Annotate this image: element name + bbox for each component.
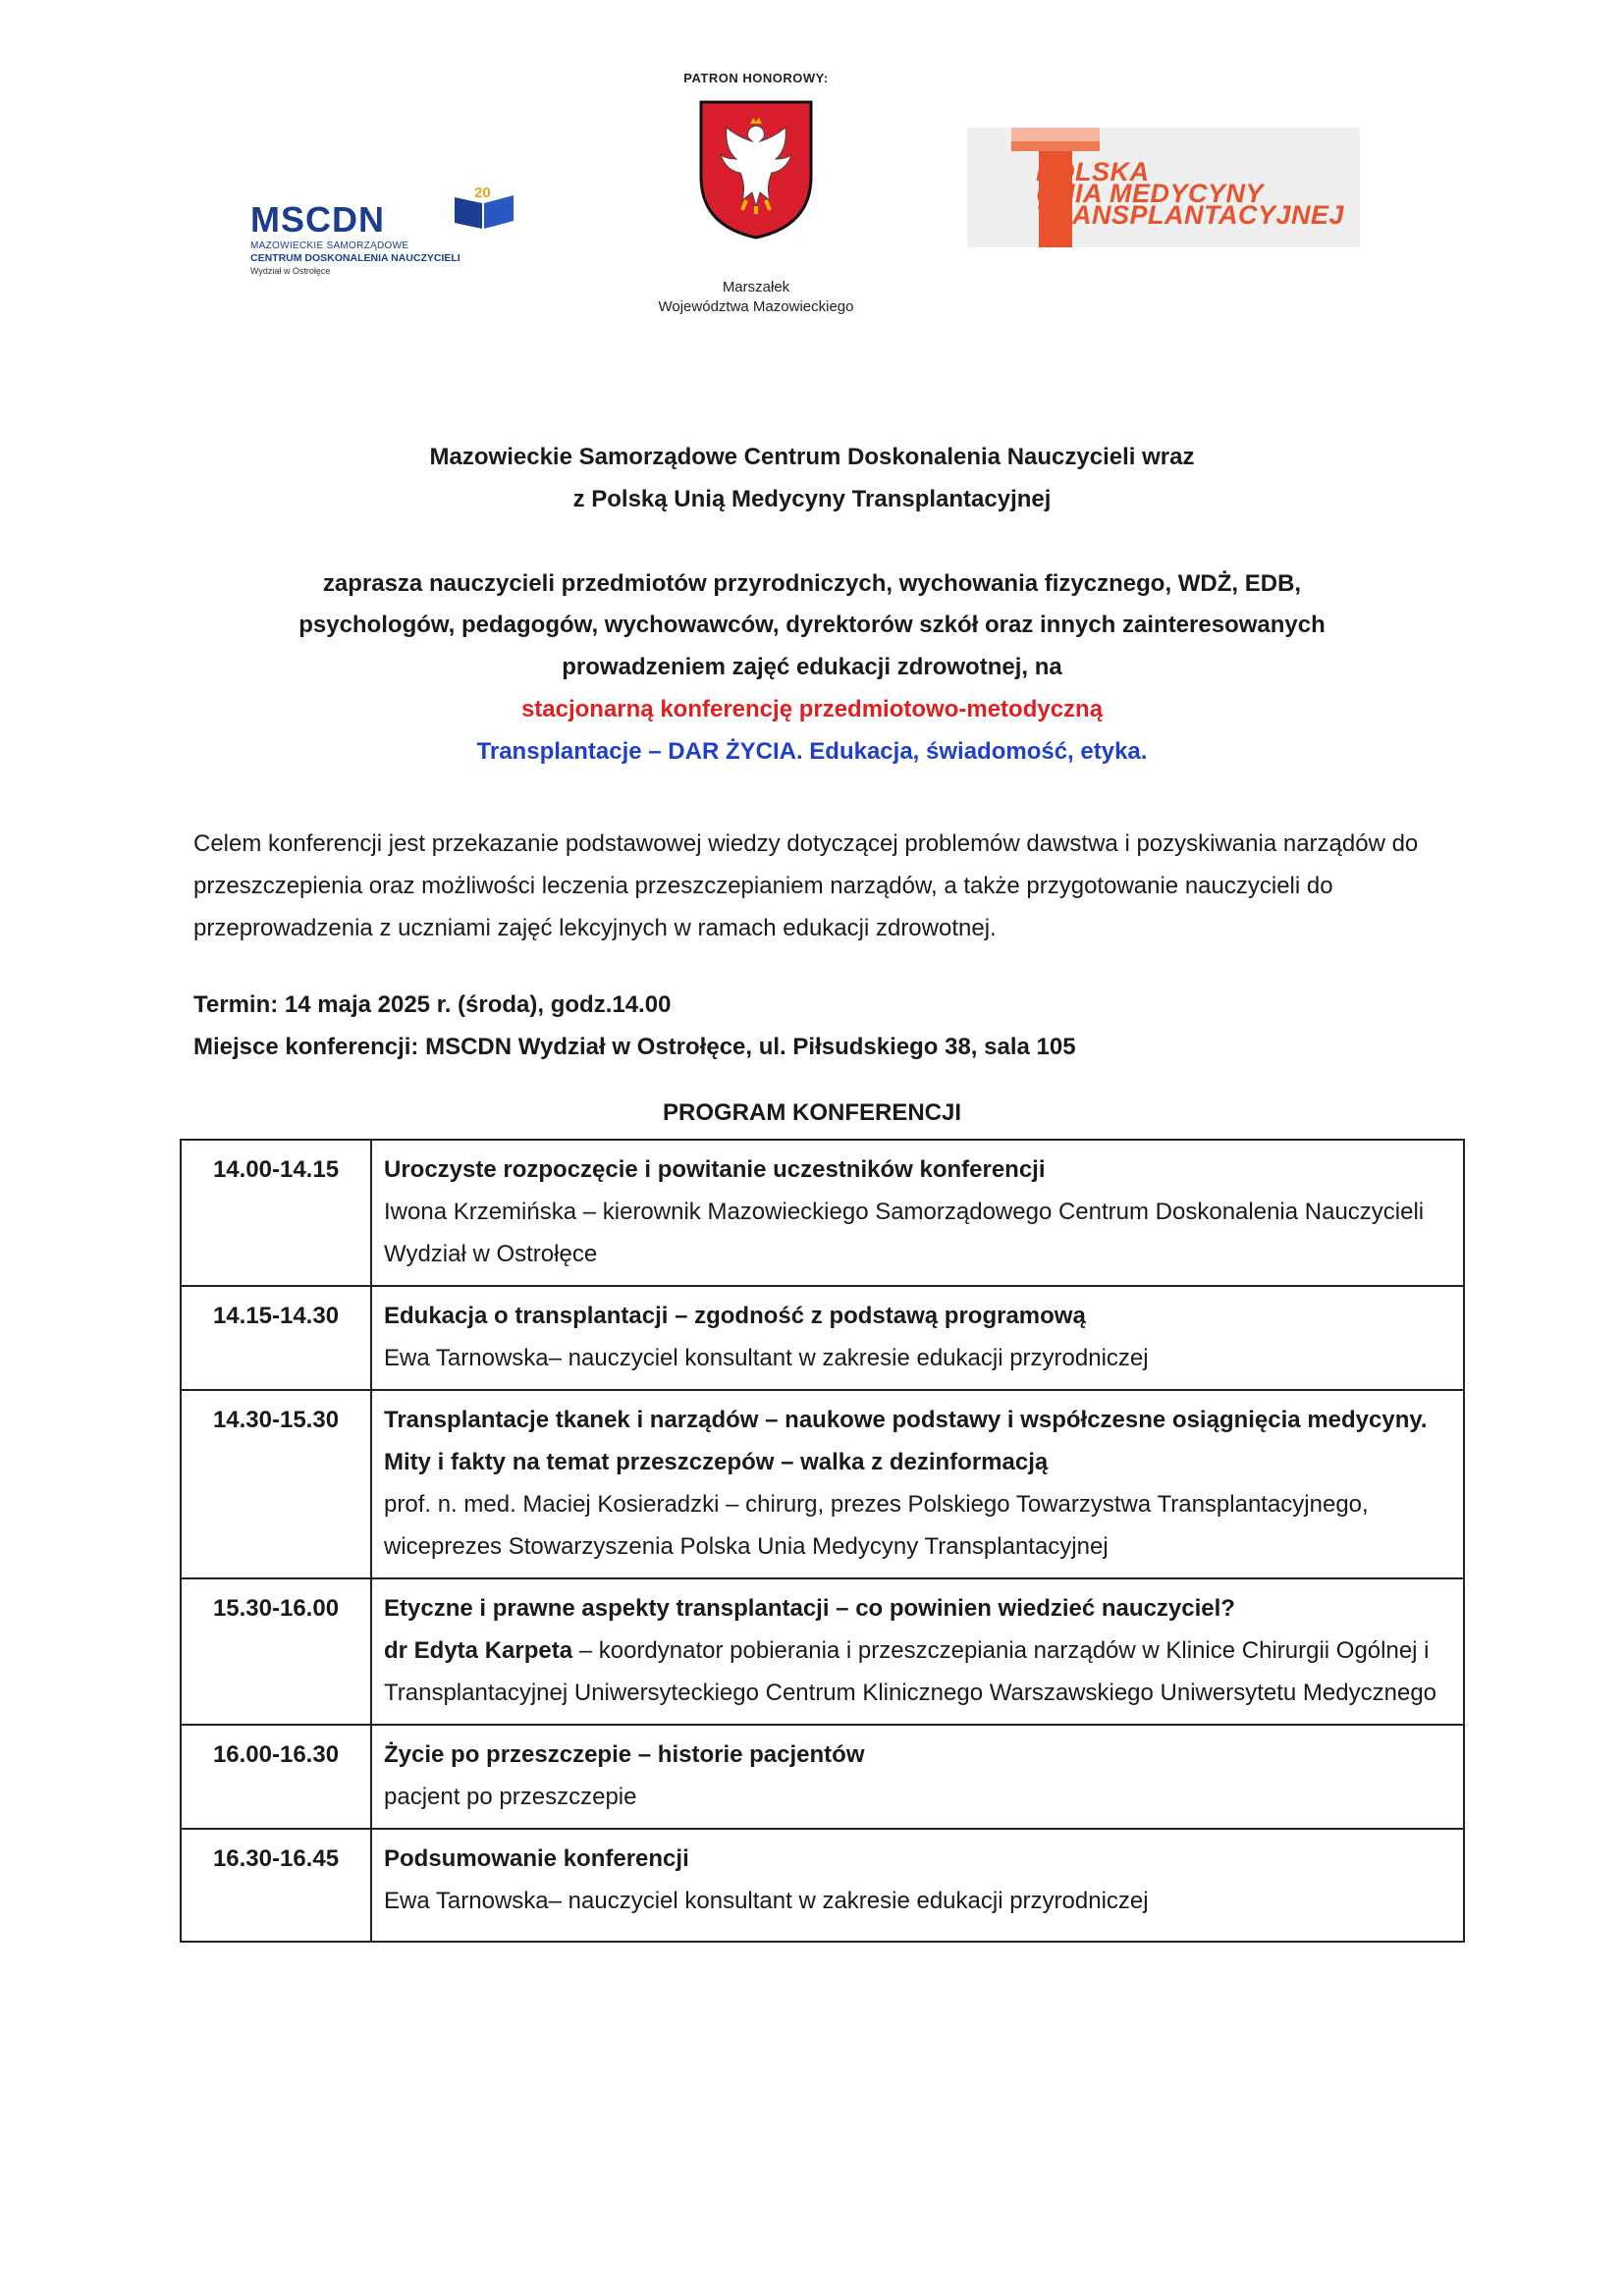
location-line: Miejsce konferencji: MSCDN Wydział w Ostrołęce, ul. Piłsudskiego 38, sala 105	[193, 1034, 1076, 1060]
date-line: Termin: 14 maja 2025 r. (środa), godz.14.00	[193, 991, 672, 1018]
invitation-line3: prowadzeniem zajęć edukacji zdrowotnej, na	[562, 654, 1062, 680]
patron-heading: PATRON HONOROWY:	[683, 71, 829, 85]
mscdn-logo-name: MSCDN	[250, 199, 385, 240]
conference-type: stacjonarną konferencję przedmiotowo-metodyczną	[520, 696, 1104, 722]
session-cell	[371, 1829, 1464, 1942]
eagle-shield-icon	[697, 98, 815, 240]
mscdn-logo	[250, 182, 535, 276]
description-paragraph: Celem konferencji jest przekazanie podstawowej wiedzy dotyczącej problemów dawstwa i pozyskiwania narządów do przeszczepienia oraz możliwości leczenia przeszczepianiem narządów, a także przygotowanie nauczycieli do przeprowadzenia z uczniami zajęć lekcyjnych w ramach edukacji zdrowotnej.	[193, 830, 1419, 941]
patron-logo	[599, 71, 913, 336]
session-time: 15.30-16.00	[181, 1578, 371, 1725]
pumt-logo-text	[1036, 157, 1345, 230]
session-cell	[371, 1286, 1464, 1390]
session-speaker	[384, 1629, 1451, 1714]
organizer-line2: z Polską Unią Medycyny Transplantacyjnej	[572, 486, 1052, 512]
mscdn-logo-line3: Wydział w Ostrołęce	[250, 266, 331, 276]
session-time: 14.15-14.30	[181, 1286, 371, 1390]
session-cell	[371, 1725, 1464, 1829]
invitation-line2: psychologów, pedagogów, wychowawców, dyrektorów szkół oraz innych zainteresowanych	[298, 612, 1326, 638]
pumt-line3: TRANSPLANTACYJNEJ	[1036, 200, 1345, 230]
mscdn-logo-line1: MAZOWIECKIE SAMORZĄDOWE	[250, 240, 409, 251]
session-cell	[371, 1578, 1464, 1725]
session-title: Etyczne i prawne aspekty transplantacji – co powinien wiedzieć nauczyciel?	[384, 1595, 1235, 1622]
program-title: PROGRAM KONFERENCJI	[662, 1099, 962, 1126]
program-table	[180, 1139, 1465, 1943]
pumt-line2: UNIA MEDYCYNY	[1036, 179, 1265, 208]
session-speaker: Ewa Tarnowska– nauczyciel konsultant w zakresie edukacji przyrodniczej	[384, 1888, 1149, 1914]
table-row	[181, 1829, 1464, 1942]
session-speaker: pacjent po przeszczepie	[384, 1784, 637, 1810]
session-time: 16.30-16.45	[181, 1829, 371, 1942]
session-speaker-name: dr Edyta Karpeta	[384, 1637, 573, 1664]
book-icon	[445, 184, 523, 233]
pumt-line1: POLSKA	[1036, 157, 1150, 187]
session-title: Życie po przeszczepie – historie pacjentów	[384, 1741, 865, 1768]
session-time: 14.00-14.15	[181, 1140, 371, 1286]
session-time: 14.30-15.30	[181, 1390, 371, 1578]
mscdn-badge: 20	[474, 185, 491, 201]
session-cell	[371, 1140, 1464, 1286]
table-row	[181, 1390, 1464, 1578]
session-title: Uroczyste rozpoczęcie i powitanie uczestników konferencji	[384, 1156, 1046, 1183]
session-speaker: Iwona Krzemińska – kierownik Mazowieckiego Samorządowego Centrum Doskonalenia Nauczycieli Wydział w Ostrołęce	[384, 1199, 1425, 1267]
organizer-line1: Mazowieckie Samorządowe Centrum Doskonalenia Nauczycieli wraz	[429, 444, 1195, 470]
session-speaker: Ewa Tarnowska– nauczyciel konsultant w zakresie edukacji przyrodniczej	[384, 1345, 1149, 1371]
session-title: Edukacja o transplantacji – zgodność z podstawą programową	[384, 1303, 1086, 1329]
conference-title: Transplantacje – DAR ŻYCIA. Edukacja, świadomość, etyka.	[476, 738, 1148, 765]
patron-line1: Marszałek	[722, 279, 790, 295]
session-title: Podsumowanie konferencji	[384, 1845, 689, 1872]
session-cell	[371, 1390, 1464, 1578]
table-row	[181, 1578, 1464, 1725]
session-time: 16.00-16.30	[181, 1725, 371, 1829]
session-speaker: prof. n. med. Maciej Kosieradzki – chirurg, prezes Polskiego Towarzystwa Transplantacyjnego, wiceprezes Stowarzyszenia Polska Unia Medycyny Transplantacyjnej	[384, 1491, 1369, 1560]
session-title: Transplantacje tkanek i narządów – naukowe podstawy i współczesne osiągnięcia medycyny. Mity i fakty na temat przeszczepów – walka z dezinformacją	[384, 1407, 1428, 1475]
table-row	[181, 1140, 1464, 1286]
table-row	[181, 1286, 1464, 1390]
mscdn-logo-line2: CENTRUM DOSKONALENIA NAUCZYCIELI	[250, 252, 460, 264]
pumt-logo	[967, 128, 1360, 247]
invitation-line1: zaprasza nauczycieli przedmiotów przyrodniczych, wychowania fizycznego, WDŻ, EDB,	[322, 570, 1302, 597]
session-speaker-role: – koordynator pobierania i przeszczepiania narządów w Klinice Chirurgii Ogólnej i Transplantacyjnej Uniwersyteckiego Centrum Klinicznego Warszawskiego Uniwersytetu Medycznego	[384, 1637, 1437, 1706]
table-row	[181, 1725, 1464, 1829]
patron-line2: Województwa Mazowieckiego	[658, 298, 854, 315]
